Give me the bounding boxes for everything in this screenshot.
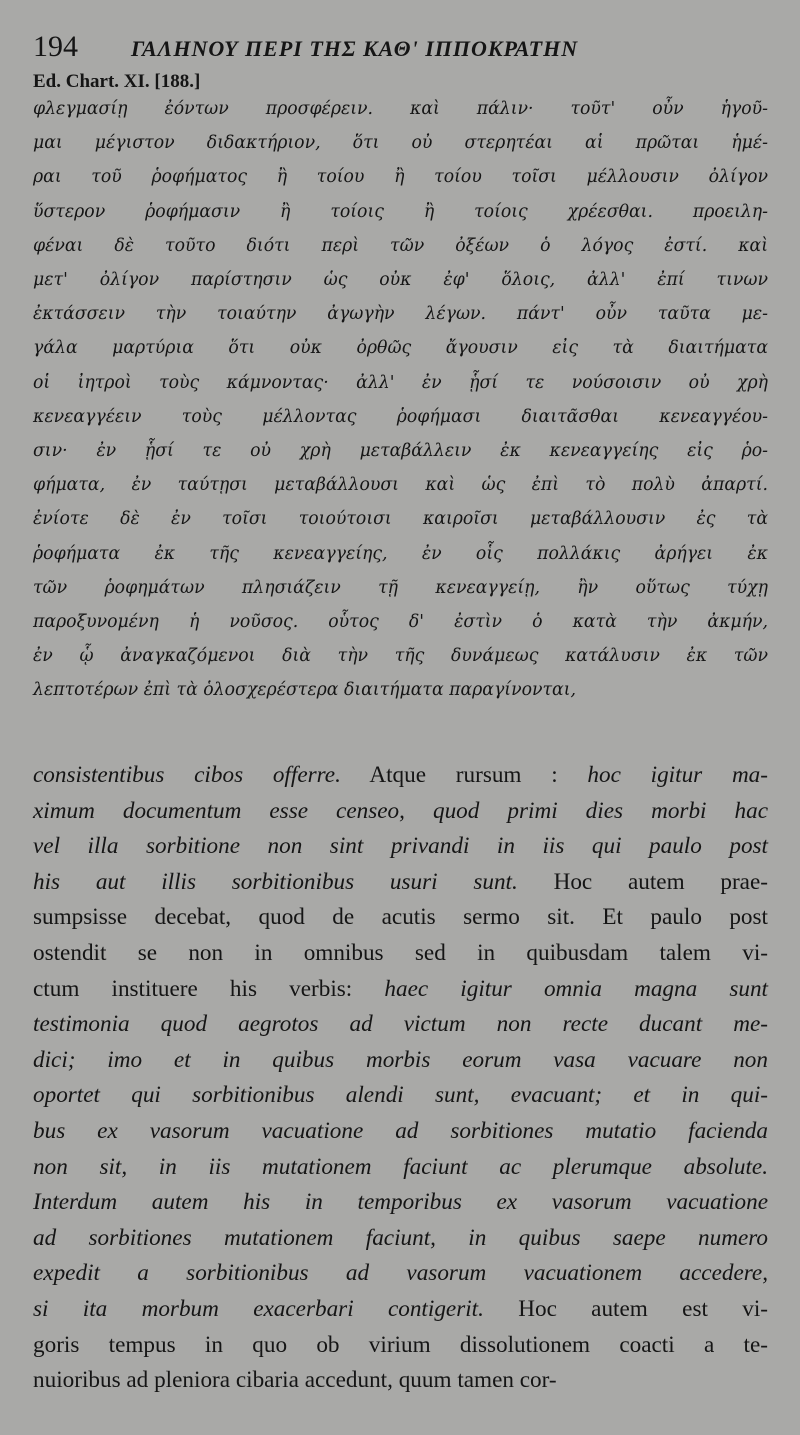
roman-text-run: nuioribus ad pleniora cibaria accedunt, quum tamen cor- [33, 1367, 557, 1394]
italic-text-run: ximum documentum esse censeo, quod primi dies morbi hac [33, 797, 768, 824]
latin-text-line [33, 936, 768, 972]
italic-text-run: his aut illis sorbitionibus usuri sunt. [33, 868, 518, 895]
latin-text-line [33, 829, 768, 865]
latin-text-line [33, 865, 768, 901]
latin-text-line [33, 900, 768, 936]
latin-text-block [33, 758, 768, 1399]
greek-text-block [33, 92, 768, 708]
greek-text-line: ἐνίοτε δὲ ἐν τοῖσι τοιούτοισι καιροῖσι μεταβάλλουσιν ἐς τὰ [33, 509, 768, 530]
latin-text-line [33, 1150, 768, 1186]
latin-text-line [33, 1256, 768, 1292]
page-number: 194 [33, 30, 78, 63]
greek-text-line: ῥοφήματα ἐκ τῆς κενεαγγείης, ἐν οἷς πολλάκις ἀρήγει ἐκ [33, 543, 768, 564]
italic-text-run: hoc igitur ma- [587, 762, 768, 788]
italic-text-run: expedit a sorbitionibus ad vasorum vacuationem accedere, [33, 1260, 768, 1287]
italic-text-run: ad sorbitiones mutationem faciunt, in quibus saepe numero [33, 1224, 768, 1251]
greek-text-line: φήματα, ἐν ταύτῃσι μεταβάλλουσι καὶ ὡς ἐπὶ τὸ πολὺ ἀπαρτί. [33, 475, 768, 496]
greek-text-line: σιν· ἐν ᾗσί τε οὐ χρὴ μεταβάλλειν ἐκ κενεαγγείης εἰς ῥο- [33, 441, 768, 462]
italic-text-run: testimonia quod aegrotos ad victum non recte ducant me- [33, 1011, 768, 1038]
italic-text-run: vel illa sorbitione non sint privandi in iis qui paulo post [33, 833, 768, 860]
greek-text-line: παροξυνομένη ἡ νοῦσος. οὗτος δ' ἐστὶν ὁ κατὰ τὴν ἀκμήν, [33, 612, 768, 633]
latin-text-line [33, 1185, 768, 1221]
greek-text-line: ἐκτάσσειν τὴν τοιαύτην ἀγωγὴν λέγων. πάντ' οὖν ταῦτα με- [33, 304, 768, 325]
italic-text-run: si ita morbum exacerbari contigerit. [33, 1295, 484, 1322]
latin-text-line [33, 1007, 768, 1043]
running-title: ΓΑΛΗΝΟΥ ΠΕΡΙ ΤΗΣ ΚΑΘ' ΙΠΠΟΚΡΑΤΗΝ [131, 36, 579, 61]
latin-text-line [33, 1078, 768, 1114]
roman-text-run: Atque rursum : [340, 762, 588, 788]
latin-text-line [33, 758, 768, 794]
greek-text-line: ὕστερον ῥοφήμασιν ἢ τοίοις ἢ τοίοις χρέεσθαι. προειλη- [33, 201, 768, 222]
latin-text-line [33, 1292, 768, 1328]
roman-text-run: Hoc autem est vi- [483, 1295, 768, 1322]
italic-text-run: haec igitur omnia magna sunt [384, 975, 768, 1002]
greek-text-line: φλεγμασίῃ ἐόντων προσφέρειν. καὶ πάλιν· τοῦτ' οὖν ἡγοῦ- [33, 99, 768, 119]
italic-text-run: dici; imo et in quibus morbis eorum vasa vacuare non [33, 1046, 768, 1073]
italic-text-run: oportet qui sorbitionibus alendi sunt, evacuant; et in qui- [33, 1082, 768, 1109]
italic-text-run: consistentibus cibos offerre. [33, 762, 341, 788]
latin-text-line [33, 1363, 768, 1399]
roman-text-run: goris tempus in quo ob virium dissolutionem coacti a te- [33, 1331, 768, 1358]
roman-text-run: Hoc autem prae- [517, 868, 768, 895]
italic-text-run: bus ex vasorum vacuatione ad sorbitiones mutatio facienda [33, 1117, 768, 1144]
latin-text-line [33, 972, 768, 1008]
italic-text-run: Interdum autem his in temporibus ex vasorum vacuatione [33, 1189, 768, 1216]
roman-text-run: sumpsisse decebat, quod de acutis sermo sit. Et paulo post [33, 904, 768, 931]
latin-text-line [33, 1043, 768, 1079]
greek-text-line: μετ' ὀλίγον παρίστησιν ὡς οὐκ ἐφ' ὅλοις, ἀλλ' ἐπί τινων [33, 270, 768, 291]
greek-text-line: ραι τοῦ ῥοφήματος ἢ τοίου ἢ τοίου τοῖσι μέλλουσιν ὀλίγον [33, 167, 768, 188]
page-header [33, 28, 773, 68]
greek-text-line: οἱ ἰητροὶ τοὺς κάμνοντας· ἀλλ' ἐν ᾗσί τε νούσοισιν οὐ χρὴ [33, 372, 768, 393]
roman-text-run: ostendit se non in omnibus sed in quibusdam talem vi- [33, 939, 768, 966]
latin-text-line [33, 1221, 768, 1257]
latin-text-line [33, 1328, 768, 1364]
greek-text-line: λεπτοτέρων ἐπὶ τὰ ὁλοσχερέστερα διαιτήματα παραγίνονται, [33, 680, 576, 701]
greek-text-line: κενεαγγέειν τοὺς μέλλοντας ῥοφήμασι διαιτᾶσθαι κενεαγγέου- [33, 406, 768, 427]
edition-reference: Ed. Chart. XI. [188.] [33, 71, 201, 92]
greek-text-line: ἐν ᾧ ἀναγκαζόμενοι διὰ τὴν τῆς δυνάμεως κατάλυσιν ἐκ τῶν [33, 646, 768, 667]
greek-text-line: μαι μέγιστον διδακτήριον, ὅτι οὐ στερητέαι αἱ πρῶται ἡμέ- [33, 133, 768, 154]
roman-text-run: ctum instituere his verbis: [33, 975, 385, 1002]
italic-text-run: non sit, in iis mutationem faciunt ac plerumque absolute. [33, 1153, 768, 1180]
greek-text-line: γάλα μαρτύρια ὅτι οὐκ ὀρθῶς ἄγουσιν εἰς τὰ διαιτήματα [33, 338, 768, 359]
greek-text-line: φέναι δὲ τοῦτο διότι περὶ τῶν ὀξέων ὁ λόγος ἐστί. καὶ [33, 235, 768, 256]
latin-text-line [33, 1114, 768, 1150]
greek-text-line: τῶν ῥοφημάτων πλησιάζειν τῇ κενεαγγείῃ, ἢν οὕτως τύχῃ [33, 577, 768, 598]
latin-text-line [33, 794, 768, 830]
